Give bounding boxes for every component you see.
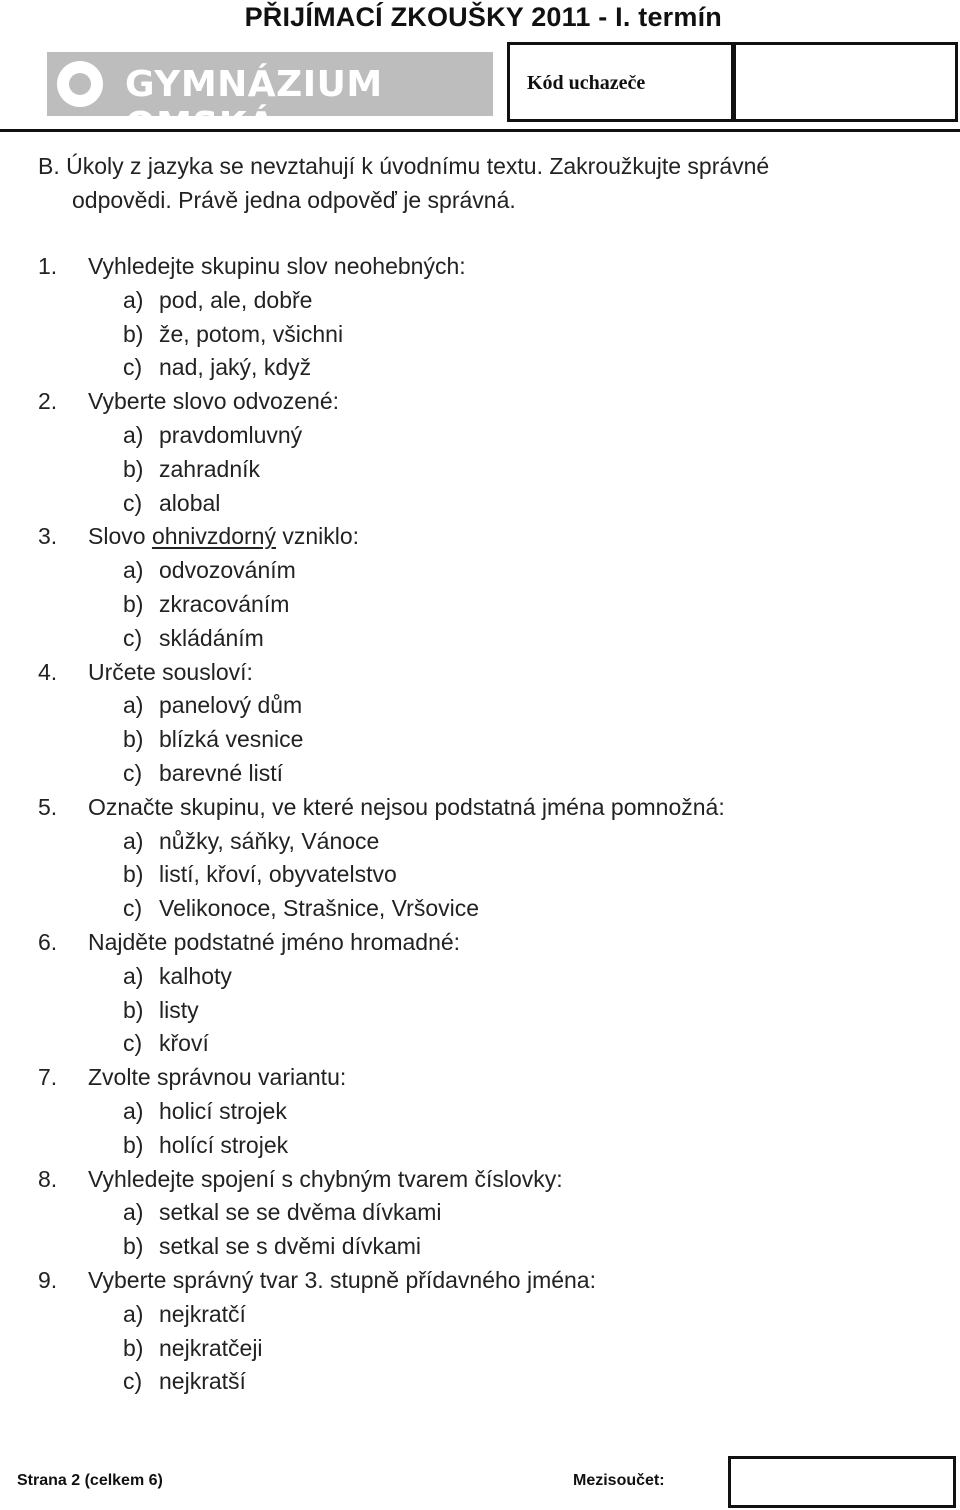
option-text: holící strojek bbox=[159, 1131, 289, 1158]
question-text: Najděte podstatné jméno hromadné: bbox=[88, 928, 461, 955]
answer-option[interactable] bbox=[38, 1196, 918, 1230]
answer-option[interactable] bbox=[38, 757, 918, 791]
option-text: Velikonoce, Strašnice, Vršovice bbox=[159, 895, 480, 922]
answer-option[interactable] bbox=[38, 723, 918, 757]
option-letter: a) bbox=[123, 692, 144, 719]
option-letter: b) bbox=[123, 455, 144, 482]
question-text: Označte skupinu, ve které nejsou podstatná jména pomnožná: bbox=[88, 793, 725, 820]
question bbox=[38, 385, 918, 419]
question-text: Určete sousloví: bbox=[88, 658, 253, 685]
option-letter: a) bbox=[123, 421, 144, 448]
option-text: nejkratší bbox=[159, 1368, 246, 1395]
answer-option[interactable] bbox=[38, 858, 918, 892]
answer-option[interactable] bbox=[38, 1298, 918, 1332]
option-text: panelový dům bbox=[159, 692, 303, 719]
question bbox=[38, 1163, 918, 1197]
answer-option[interactable] bbox=[38, 1332, 918, 1366]
question bbox=[38, 1264, 918, 1298]
option-text: odvozováním bbox=[159, 557, 296, 584]
option-text: křoví bbox=[159, 1030, 209, 1057]
option-text: pravdomluvný bbox=[159, 421, 303, 448]
option-text: pod, ale, dobře bbox=[159, 286, 313, 313]
answer-option[interactable] bbox=[38, 453, 918, 487]
option-letter: b) bbox=[123, 1334, 144, 1361]
option-text: alobal bbox=[159, 489, 221, 516]
option-text: listí, křoví, obyvatelstvo bbox=[159, 861, 397, 888]
option-text: holicí strojek bbox=[159, 1097, 287, 1124]
option-letter: a) bbox=[123, 557, 144, 584]
answer-option[interactable] bbox=[38, 892, 918, 926]
option-letter: b) bbox=[123, 590, 144, 617]
option-letter: a) bbox=[123, 1199, 144, 1226]
option-text: nad, jaký, když bbox=[159, 354, 312, 381]
question bbox=[38, 250, 918, 284]
subtotal-label: Mezisoučet: bbox=[573, 1472, 665, 1489]
option-text: nůžky, sáňky, Vánoce bbox=[159, 827, 380, 854]
answer-option[interactable] bbox=[38, 1365, 918, 1399]
option-letter: b) bbox=[123, 996, 144, 1023]
instructions-line-2: odpovědi. Právě jedna odpověď je správná. bbox=[72, 186, 516, 213]
answer-option[interactable] bbox=[38, 284, 918, 318]
underlined-word: ohnivzdorný bbox=[151, 523, 276, 550]
answer-option[interactable] bbox=[38, 419, 918, 453]
option-letter: b) bbox=[123, 726, 144, 753]
option-text: kalhoty bbox=[159, 962, 232, 989]
option-text: nejkratčeji bbox=[159, 1334, 263, 1361]
question-number: 4. bbox=[38, 658, 58, 685]
answer-option[interactable] bbox=[38, 1027, 918, 1061]
answer-option[interactable] bbox=[38, 1095, 918, 1129]
option-text: zkracováním bbox=[159, 590, 290, 617]
option-letter: c) bbox=[123, 759, 143, 786]
answer-option[interactable] bbox=[38, 588, 918, 622]
option-text: setkal se s dvěmi dívkami bbox=[159, 1233, 422, 1260]
section-instructions bbox=[38, 150, 918, 218]
answer-option[interactable] bbox=[38, 351, 918, 385]
answer-option[interactable] bbox=[38, 622, 918, 656]
question-number: 1. bbox=[38, 253, 58, 279]
option-letter: c) bbox=[123, 624, 143, 651]
option-letter: b) bbox=[123, 1233, 144, 1260]
answer-option[interactable] bbox=[38, 487, 918, 521]
option-text: skládáním bbox=[159, 624, 264, 651]
question-text: Zvolte správnou variantu: bbox=[88, 1064, 347, 1091]
subtotal-field[interactable] bbox=[728, 1456, 956, 1508]
answer-option[interactable] bbox=[38, 689, 918, 723]
answer-option[interactable] bbox=[38, 1129, 918, 1163]
question bbox=[38, 656, 918, 690]
instructions-line-1: B. Úkoly z jazyka se nevztahují k úvodnímu textu. Zakroužkujte správné bbox=[38, 153, 770, 179]
school-logo bbox=[47, 52, 493, 146]
option-text: listy bbox=[159, 996, 199, 1023]
question-text bbox=[88, 520, 359, 554]
option-text: blízká vesnice bbox=[159, 726, 304, 753]
option-letter: c) bbox=[123, 895, 143, 922]
option-text: setkal se se dvěma dívkami bbox=[159, 1199, 442, 1226]
applicant-code-field[interactable] bbox=[731, 42, 958, 122]
question bbox=[38, 1061, 918, 1095]
option-letter: a) bbox=[123, 962, 144, 989]
question bbox=[38, 520, 918, 554]
option-letter: b) bbox=[123, 320, 144, 347]
applicant-code-label: Kód uchazeče bbox=[527, 72, 646, 94]
header-divider bbox=[0, 129, 960, 132]
answer-option[interactable] bbox=[38, 1230, 918, 1264]
question-list bbox=[38, 250, 918, 1399]
option-letter: c) bbox=[123, 354, 143, 381]
answer-option[interactable] bbox=[38, 825, 918, 859]
question-text: Vyberte slovo odvozené: bbox=[88, 388, 340, 415]
question-text: Vyberte správný tvar 3. stupně přídavného jména: bbox=[88, 1266, 596, 1293]
question-number: 2. bbox=[38, 388, 58, 415]
option-letter: a) bbox=[123, 1097, 144, 1124]
question-number: 7. bbox=[38, 1064, 58, 1091]
logo-text: GYMNÁZIUM OMSKÁ bbox=[125, 64, 383, 146]
answer-option[interactable] bbox=[38, 994, 918, 1028]
page-number: Strana 2 (celkem 6) bbox=[17, 1472, 163, 1489]
question-number: 9. bbox=[38, 1266, 58, 1293]
option-letter: c) bbox=[123, 489, 143, 516]
option-letter: a) bbox=[123, 1300, 144, 1327]
option-letter: b) bbox=[123, 1131, 144, 1158]
question bbox=[38, 791, 918, 825]
option-letter: c) bbox=[123, 1030, 143, 1057]
question-number: 6. bbox=[38, 928, 58, 955]
question bbox=[38, 926, 918, 960]
option-text: že, potom, všichni bbox=[159, 320, 344, 347]
option-text: nejkratčí bbox=[159, 1300, 246, 1327]
question-text: Vyhledejte skupinu slov neohebných: bbox=[88, 253, 466, 279]
option-letter: a) bbox=[123, 286, 144, 313]
answer-option[interactable] bbox=[38, 960, 918, 994]
answer-option[interactable] bbox=[38, 318, 918, 352]
logo-emblem-icon bbox=[57, 61, 103, 107]
option-letter: b) bbox=[123, 861, 144, 888]
answer-option[interactable] bbox=[38, 554, 918, 588]
option-letter: c) bbox=[123, 1368, 143, 1395]
page-title: PŘIJÍMACÍ ZKOUŠKY 2011 - I. termín bbox=[244, 2, 722, 32]
question-text-before: Slovo bbox=[88, 523, 146, 550]
option-letter: a) bbox=[123, 827, 144, 854]
applicant-code-label-cell bbox=[507, 42, 736, 122]
question-text-after: vzniklo: bbox=[282, 523, 360, 550]
question-number: 8. bbox=[38, 1165, 58, 1192]
question-number: 3. bbox=[38, 523, 58, 550]
question-number: 5. bbox=[38, 793, 58, 820]
option-text: barevné listí bbox=[159, 759, 284, 786]
question-text: Vyhledejte spojení s chybným tvarem číslovky: bbox=[88, 1165, 563, 1192]
option-text: zahradník bbox=[159, 455, 261, 482]
